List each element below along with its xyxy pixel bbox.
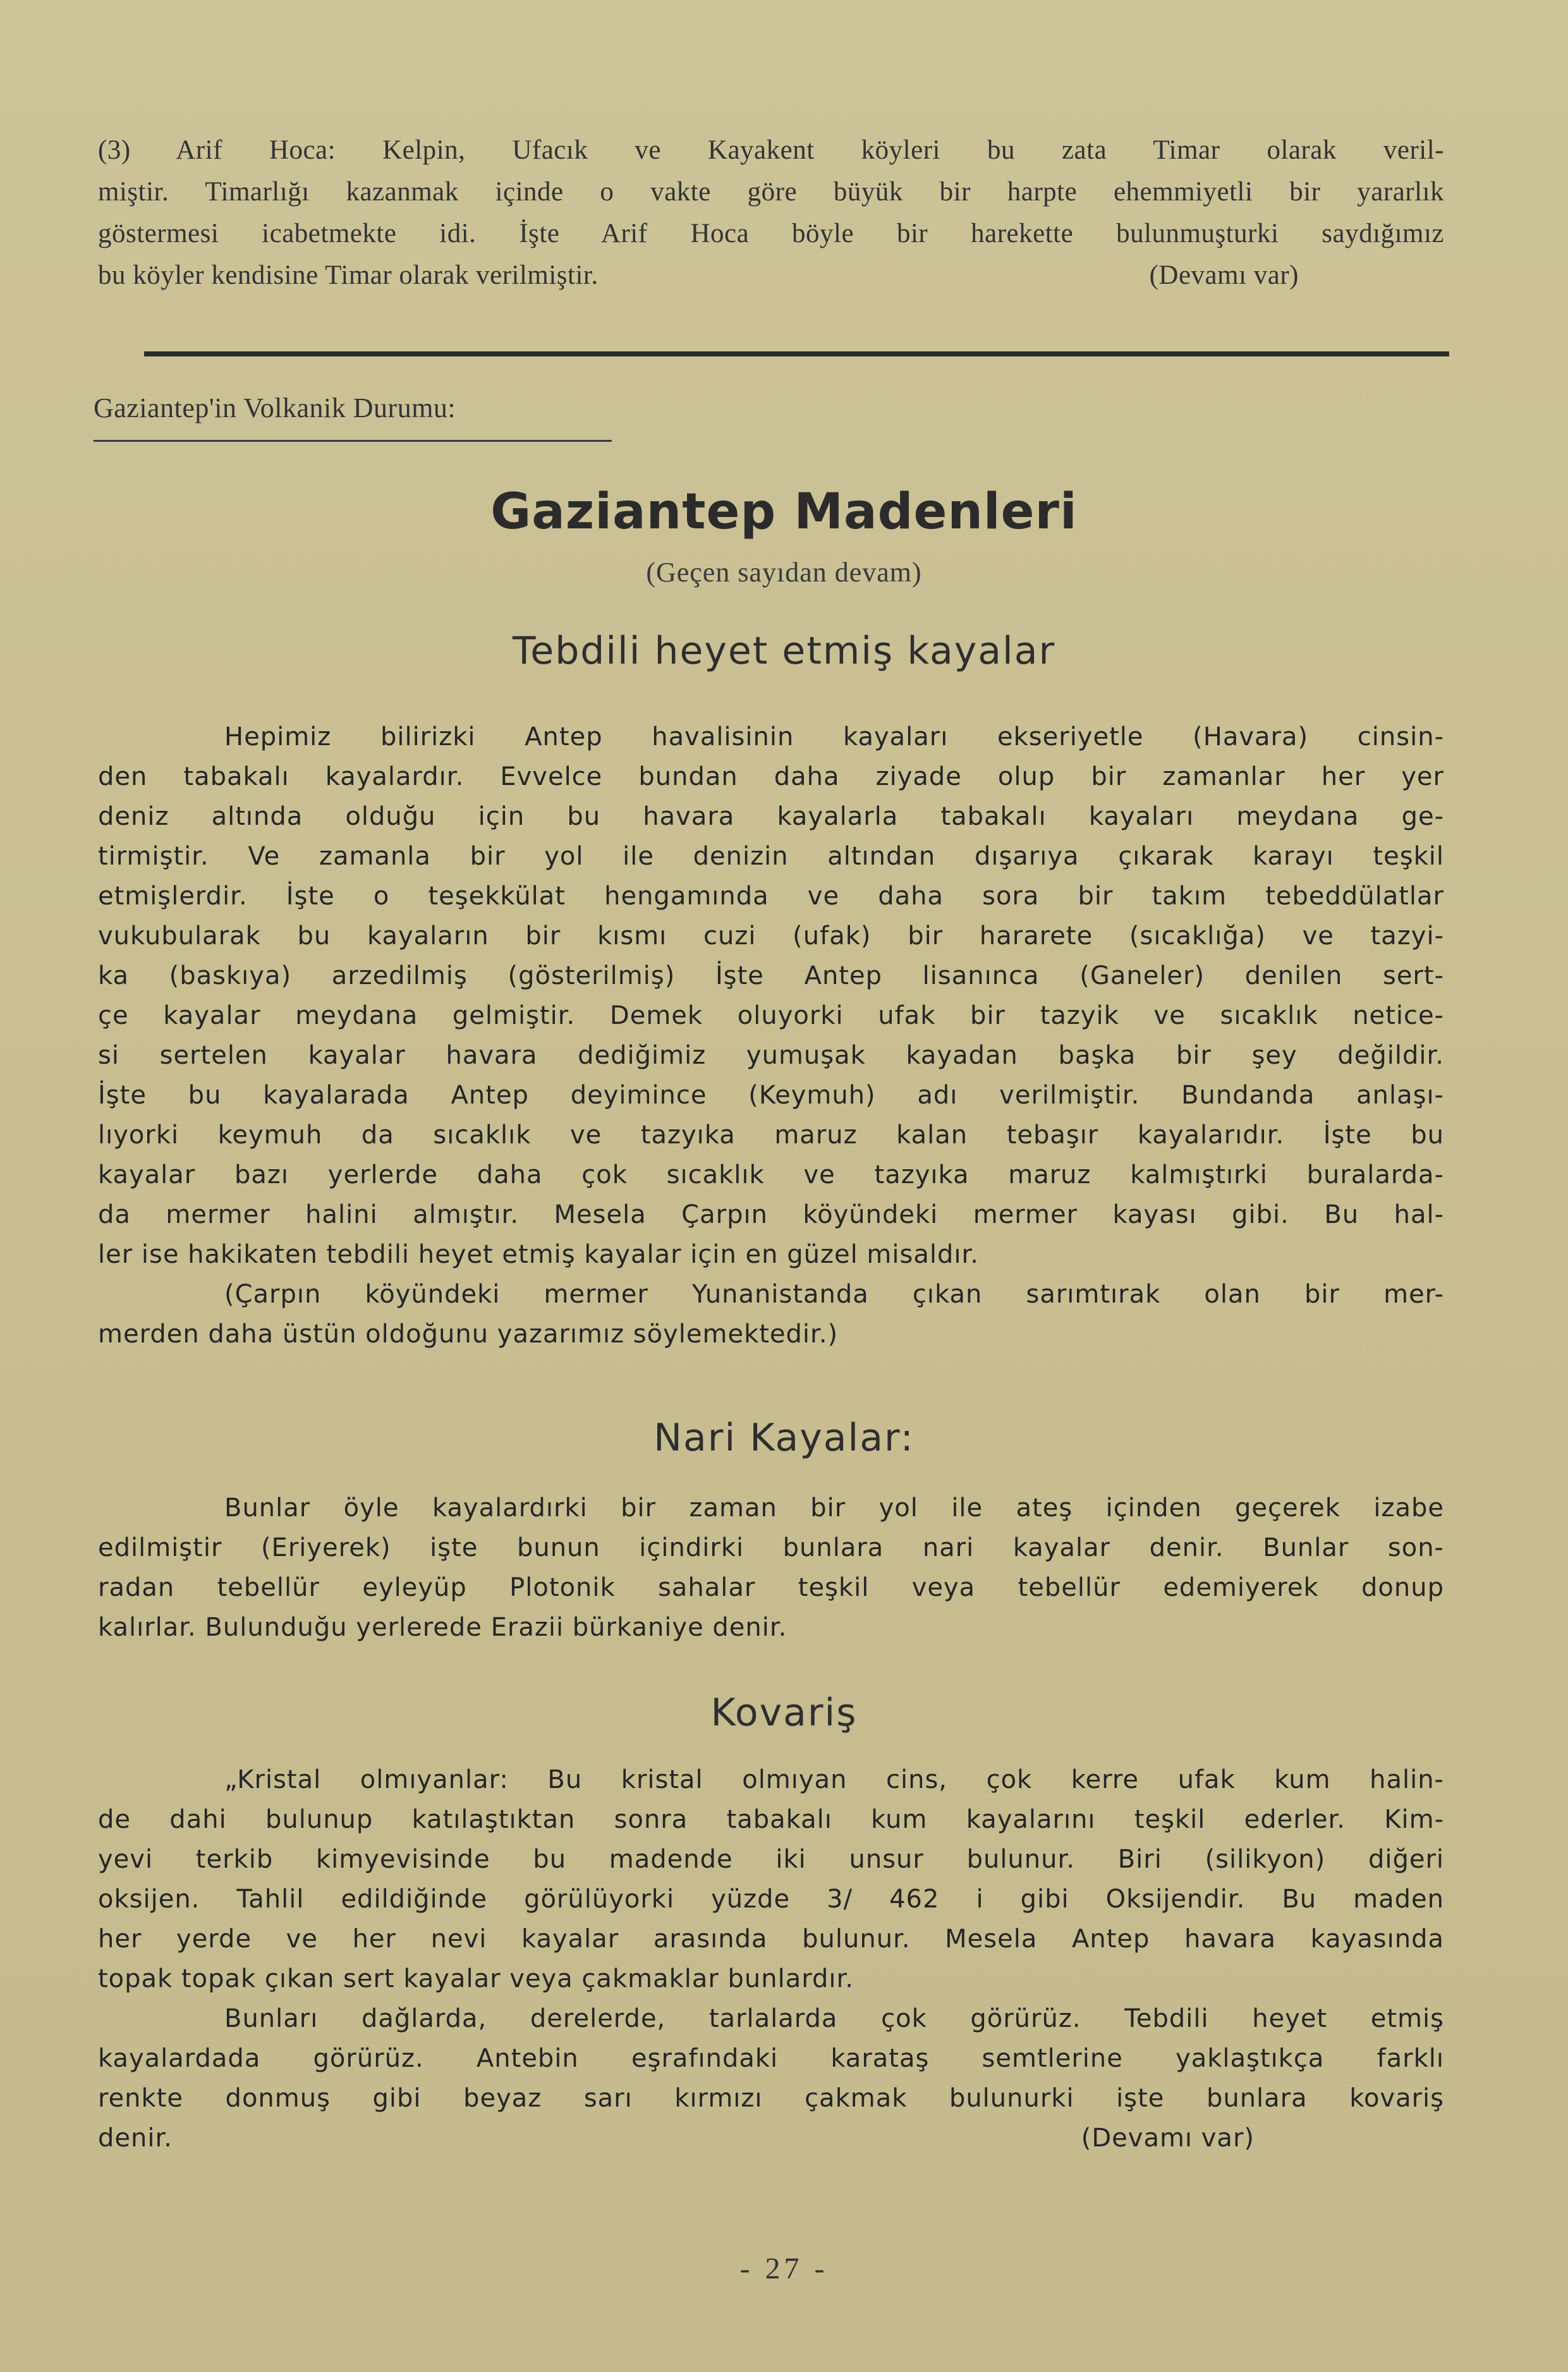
section-body: [98, 1760, 1444, 2158]
top-footnote: [98, 130, 1444, 296]
body-line: [98, 2119, 1444, 2158]
body-line: den tabakalı kayalardır. Evvelce bundan daha ziyade olup bir zamanlar her yer: [98, 762, 1444, 791]
footnote-line: miştir. Timarlığı kazanmak içinde o vakte göre büyük bir harpte ehemmiyetli bir yararlık: [98, 177, 1444, 207]
footnote-last-line: bu köyler kendisine Timar olarak verilmiştir.: [98, 260, 599, 290]
page-subtitle: (Geçen sayıdan devam): [646, 557, 922, 588]
body-line: Bunları dağlarda, derelerde, tarlalarda çok görürüz. Tebdili heyet etmiş: [224, 2004, 1444, 2033]
footnote-line: (3) Arif Hoca: Kelpin, Ufacık ve Kayakent köyleri bu zata Timar olarak veril-: [98, 135, 1444, 165]
body-line: kayalardada görürüz. Antebin eşrafındaki karataş semtlerine yaklaştıkça farklı: [98, 2044, 1444, 2073]
body-line: (Çarpın köyündeki mermer Yunanistanda çıkan sarımtırak olan bir mer-: [224, 1280, 1444, 1309]
body-line: Hepimiz bilirizki Antep havalisinin kayaları ekseriyetle (Havara) cinsin-: [224, 722, 1444, 751]
body-last-line: denir.: [98, 2124, 173, 2153]
body-line: da mermer halini almıştır. Mesela Çarpın köyündeki mermer kayası gibi. Bu hal-: [98, 1200, 1444, 1229]
body-line: si sertelen kayalar havara dediğimiz yumuşak kayadan başka bir şey değildir.: [98, 1041, 1444, 1070]
body-line: ler ise hakikaten tebdili heyet etmiş kayalar için en güzel misaldır.: [98, 1240, 979, 1269]
body-line: lıyorki keymuh da sıcaklık ve tazyıka maruz kalan tebaşır kayalarıdır. İşte bu: [98, 1121, 1444, 1150]
page-title: Gaziantep Madenleri: [490, 484, 1078, 540]
body-line: etmişlerdir. İşte o teşekkülat hengamında ve daha sora bir takım tebeddülatlar: [98, 882, 1444, 911]
page-number: - 27 -: [739, 2252, 829, 2285]
body-line: kayalar bazı yerlerde daha çok sıcaklık ve tazyıka maruz kalmıştırki buralarda-: [98, 1160, 1444, 1189]
body-line: tirmiştir. Ve zamanla bir yol ile denizin altından dışarıya çıkarak karayı teşkil: [98, 842, 1444, 871]
body-line: ka (baskıya) arzedilmiş (gösterilmiş) İşte Antep lisanınca (Ganeler) denilen sert-: [98, 961, 1444, 990]
body-line: radan tebellür eyleyüp Plotonik sahalar teşkil veya tebellür edemiyerek donup: [98, 1573, 1444, 1602]
body-line: edilmiştir (Eriyerek) işte bunun içindirki bunlara nari kayalar denir. Bunlar son-: [98, 1533, 1444, 1562]
body-line: „Kristal olmıyanlar: Bu kristal olmıyan cins, çok kerre ufak kum halin-: [224, 1765, 1444, 1794]
body-line: oksijen. Tahlil edildiğinde görülüyorki yüzde 3/ 462 i gibi Oksijendir. Bu maden: [98, 1885, 1444, 1914]
body-line: deniz altında olduğu için bu havara kayalarla tabakalı kayaları meydana ge-: [98, 802, 1444, 831]
body-line: vukubularak bu kayaların bir kısmı cuzi (ufak) bir hararete (sıcaklığa) ve tazyi-: [98, 921, 1444, 951]
section-heading: Kovariş: [710, 1691, 858, 1735]
section-body: [98, 717, 1444, 1354]
body-line: de dahi bulunup katılaştıktan sonra tabakalı kum kayalarını teşkil ederler. Kim-: [98, 1805, 1444, 1834]
section-label-underline: [94, 440, 612, 442]
section-heading: Nari Kayalar:: [653, 1416, 915, 1460]
body-line: yevi terkib kimyevisinde bu madende iki unsur bulunur. Biri (silikyon) diğeri: [98, 1845, 1444, 1874]
body-line: çe kayalar meydana gelmiştir. Demek oluyorki ufak bir tazyik ve sıcaklık netice-: [98, 1001, 1444, 1030]
section-heading: Tebdili heyet etmiş kayalar: [512, 629, 1056, 673]
body-line: Bunlar öyle kayalardırki bir zaman bir yol ile ateş içinden geçerek izabe: [224, 1493, 1444, 1523]
continued-note: (Devamı var): [1081, 2124, 1255, 2153]
section-body: [98, 1488, 1444, 1648]
body-line: her yerde ve her nevi kayalar arasında bulunur. Mesela Antep havara kayasında: [98, 1925, 1444, 1954]
body-line: topak topak çıkan sert kayalar veya çakmaklar bunlardır.: [98, 1964, 854, 1993]
footnote-line: [98, 255, 1444, 296]
continued-note: (Devamı var): [1149, 260, 1299, 290]
body-line: renkte donmuş gibi beyaz sarı kırmızı çakmak bulunurki işte bunlara kovariş: [98, 2084, 1444, 2113]
body-line: kalırlar. Bulunduğu yerlerede Erazii bürkaniye denir.: [98, 1613, 787, 1642]
section-label: Gaziantep'in Volkanik Durumu:: [94, 392, 456, 423]
footnote-line: göstermesi icabetmekte idi. İşte Arif Hoca böyle bir harekette bulunmuşturki saydığımız: [98, 219, 1444, 248]
body-line: İşte bu kayalarada Antep deyimince (Keymuh) adı verilmiştir. Bundanda anlaşı-: [98, 1081, 1444, 1110]
section-divider: [144, 351, 1449, 356]
body-line: merden daha üstün oldoğunu yazarımız söylemektedir.): [98, 1320, 839, 1349]
